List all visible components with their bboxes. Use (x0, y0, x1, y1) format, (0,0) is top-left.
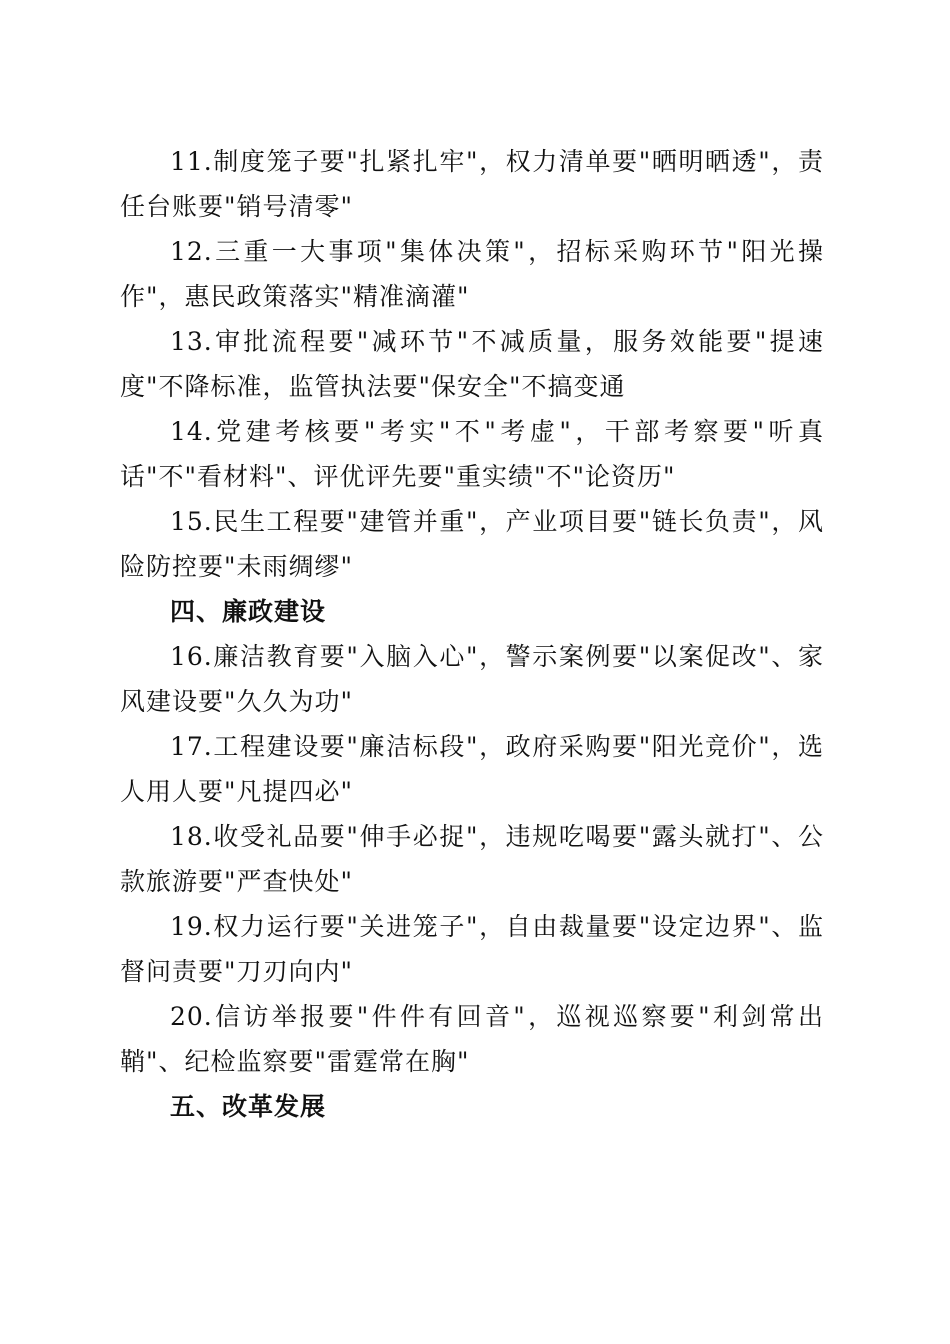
paragraph-item-19: 19.权力运行要"关进笼子"，自由裁量要"设定边界"、监督问责要"刀刃向内" (120, 912, 824, 986)
paragraph-item-11: 11.制度笼子要"扎紧扎牢"，权力清单要"晒明晒透"，责任台账要"销号清零" (120, 147, 824, 221)
section-heading-5: 五、改革发展 (170, 1092, 327, 1121)
paragraph-item-14: 14.党建考核要"考实"不"考虚"，干部考察要"听真话"不"看材料"、评优评先要"重实绩"不"论资历" (120, 417, 824, 491)
section-heading-4: 四、廉政建设 (170, 597, 327, 626)
paragraph-item-13: 13.审批流程要"减环节"不减质量，服务效能要"提速度"不降标准，监管执法要"保安全"不搞变通 (120, 327, 824, 401)
paragraph-item-20: 20.信访举报要"件件有回音"，巡视巡察要"利剑常出鞘"、纪检监察要"雷霆常在胸" (120, 1002, 824, 1076)
paragraph-item-12: 12.三重一大事项"集体决策"，招标采购环节"阳光操作"，惠民政策落实"精准滴灌" (120, 237, 824, 311)
document-body (120, 139, 824, 1129)
paragraph-item-15: 15.民生工程要"建管并重"，产业项目要"链长负责"，风险防控要"未雨绸缪" (120, 507, 824, 581)
paragraph-item-18: 18.收受礼品要"伸手必捉"，违规吃喝要"露头就打"、公款旅游要"严查快处" (120, 822, 824, 896)
paragraph-item-17: 17.工程建设要"廉洁标段"，政府采购要"阳光竞价"，选人用人要"凡提四必" (120, 732, 824, 806)
paragraph-item-16: 16.廉洁教育要"入脑入心"，警示案例要"以案促改"、家风建设要"久久为功" (120, 642, 824, 716)
